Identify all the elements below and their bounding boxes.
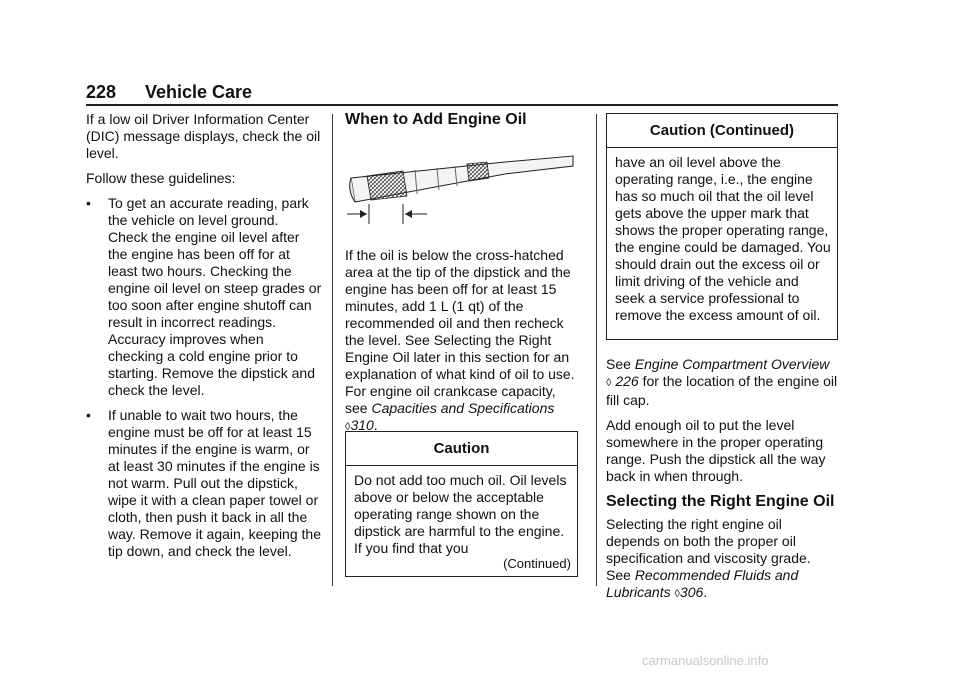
see-paragraph	[606, 356, 838, 409]
crossref-link[interactable]: Engine Compartment Overview	[634, 356, 830, 372]
see-prefix: See	[606, 356, 635, 372]
column-left	[86, 111, 322, 568]
bullet-text: If unable to wait two hours, the engine must be off for at least 15 minutes if the engine is warm, or at least 30 minutes if the engine is not warm. Pull out the dipstick, wipe it with a clean paper towel or cloth, then push it back in all the way. Remove it again, keeping the tip down, and check the level.	[108, 407, 321, 559]
column-middle	[345, 111, 578, 128]
oil-add-paragraph	[345, 247, 578, 436]
select-paragraph	[606, 516, 838, 603]
caution-box	[345, 431, 578, 577]
caution-title: Caution	[346, 432, 577, 466]
see-suffix: for the location of the engine oil fill cap.	[606, 373, 838, 408]
page-number: 228	[86, 82, 117, 102]
bullet-marker: •	[86, 407, 91, 423]
column-divider	[332, 114, 333, 586]
section-title: Vehicle Care	[145, 82, 253, 102]
bullet-marker: •	[86, 195, 91, 211]
add-oil-paragraph: Add enough oil to put the level somewhere in the proper operating range. Push the dipstick all the way back in when through.	[606, 417, 826, 484]
page-ref-icon: ◊	[606, 377, 612, 389]
caution-text: Do not add too much oil. Oil levels above or below the acceptable operating range shown on the dipstick are harmful to the engine. If you find that you	[354, 472, 567, 556]
caution-box-continued	[606, 113, 838, 340]
header-rule	[86, 104, 838, 106]
watermark: carmanualsonline.info	[642, 653, 769, 668]
page-ref-icon: ◊	[345, 421, 351, 433]
body-text: If the oil is below the cross-hatched area at the tip of the dipstick and the engine has been off for at least 15 minutes, add 1 L (1 qt) of the recommended oil and then recheck the level. See Selecting the Right Engine Oil later in this section for an explanation of what kind of oil to use. For engine oil crankcase capacity, see	[345, 247, 575, 416]
crossref-link[interactable]: Capacities and Specifications	[371, 400, 555, 416]
page-ref-icon: ◊	[674, 588, 680, 600]
continued-label: (Continued)	[503, 556, 571, 571]
select-text: Selecting the right engine oil depends on both the proper oil specification and viscosity grade. See	[606, 516, 811, 583]
intro-paragraph: If a low oil Driver Information Center (DIC) message displays, check the oil level.	[86, 111, 321, 161]
page-ref[interactable]: 306	[679, 584, 704, 600]
end-punct: .	[703, 584, 708, 600]
page-ref[interactable]: 310	[350, 417, 374, 433]
section-heading: Selecting the Right Engine Oil	[606, 493, 835, 510]
guidelines-label: Follow these guidelines:	[86, 170, 236, 186]
section-heading: When to Add Engine Oil	[345, 111, 527, 128]
caution-title: Caution (Continued)	[607, 114, 837, 148]
list-item	[86, 407, 322, 560]
bullet-text: To get an accurate reading, park the vehicle on level ground. Check the engine oil level after the engine has been off for at least two hours. Checking the engine oil level on steep grades or too soon after engine shutoff can result in incorrect readings. Accuracy improves when checking a cold engine prior to starting. Remove the dipstick and check the level.	[108, 195, 322, 398]
end-punct: .	[373, 417, 378, 433]
page-ref[interactable]: 226	[615, 373, 639, 389]
caution-text: have an oil level above the operating range, i.e., the engine has so much oil that the oil level gets above the upper mark that shows the proper operating range, the engine could be damaged. You should drain out the excess oil or limit driving of the vehicle and seek a service professional to remove the excess amount of oil.	[615, 154, 831, 323]
dipstick-illustration	[345, 148, 575, 224]
column-divider	[596, 114, 597, 586]
crossref-link[interactable]: Recommended Fluids and Lubricants	[606, 567, 799, 600]
list-item	[86, 195, 322, 399]
column-right	[606, 356, 838, 611]
